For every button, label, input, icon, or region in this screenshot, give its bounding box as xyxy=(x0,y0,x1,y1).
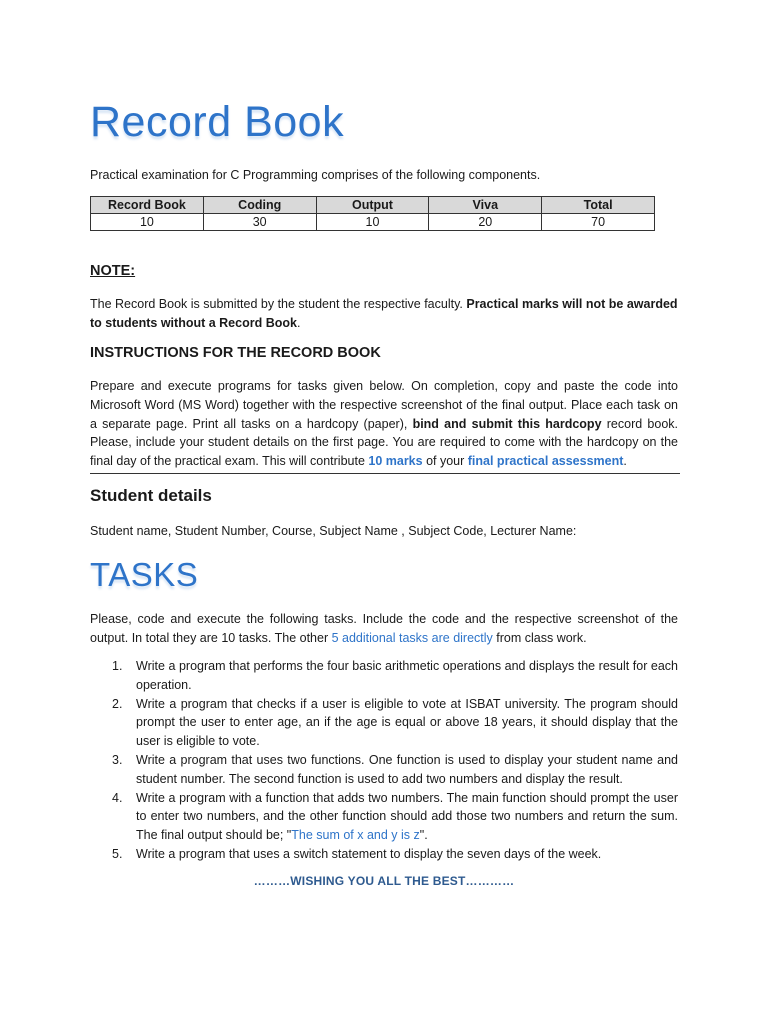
tasks-heading: TASKS xyxy=(90,556,199,593)
table-cell: 20 xyxy=(429,214,542,231)
note-heading: NOTE: xyxy=(90,263,136,279)
task-text: Write a program that uses a switch statement to display the seven days of the week. xyxy=(136,846,602,861)
marks-highlight: 10 marks xyxy=(368,454,423,469)
table-header-row xyxy=(91,197,655,214)
task-number: 5. xyxy=(112,846,123,861)
task-number: 1. xyxy=(112,659,123,673)
instructions-text: . xyxy=(623,454,627,469)
intro-text: Practical examination for C Programming comprises of the following components. xyxy=(90,168,541,182)
tasks-intro-highlight: 5 additional tasks are directly xyxy=(331,630,493,645)
instructions-text: of your xyxy=(422,454,468,469)
section-divider xyxy=(90,473,680,474)
task-list xyxy=(90,657,678,864)
table-header-cell: Output xyxy=(316,197,429,214)
student-details-fields: Student name, Student Number, Course, Subject Name , Subject Code, Lecturer Name: xyxy=(90,524,577,538)
table-header-cell: Viva xyxy=(429,197,542,214)
components-table xyxy=(90,196,655,231)
tasks-intro-text: Please, code and execute the following tasks. Include the code and the respective screenshot of the output. In total they are 10 tasks. The other xyxy=(90,612,678,645)
table-cell: 70 xyxy=(542,214,655,231)
task-number: 4. xyxy=(112,790,123,805)
page-title: Record Book xyxy=(90,98,345,146)
instructions-paragraph xyxy=(90,377,678,471)
task-output-highlight: The sum of x and y is z xyxy=(291,828,420,843)
table-row xyxy=(91,214,655,231)
table-header-cell: Record Book xyxy=(91,197,204,214)
table-cell: 10 xyxy=(316,214,429,231)
list-item xyxy=(90,657,678,695)
list-item xyxy=(90,845,678,864)
list-item xyxy=(90,751,678,789)
student-details-heading: Student details xyxy=(90,486,212,505)
task-text: Write a program that performs the four basic arithmetic operations and displays the result for each operation. xyxy=(136,659,678,692)
tasks-intro-text: from class work. xyxy=(492,630,587,645)
closing-message: ………WISHING YOU ALL THE BEST………… xyxy=(253,874,515,888)
table-header-cell: Coding xyxy=(203,197,316,214)
task-number: 3. xyxy=(112,752,123,767)
assessment-highlight: final practical assessment xyxy=(467,454,624,469)
instructions-emphasis: bind and submit this hardcopy xyxy=(412,416,602,431)
tasks-intro xyxy=(90,610,678,648)
instructions-heading: INSTRUCTIONS FOR THE RECORD BOOK xyxy=(90,345,381,361)
table-header-cell: Total xyxy=(542,197,655,214)
table-cell: 10 xyxy=(91,214,204,231)
task-text: Write a program that uses two functions. One function is used to display your student name and student number. The second function is used to add two numbers and display the result. xyxy=(136,752,678,786)
note-paragraph xyxy=(90,295,678,333)
task-text: Write a program that checks if a user is eligible to vote at ISBAT university. The program should prompt the user to enter age, an if the age is equal or above 18 years, it should display that the user is eligible to vote. xyxy=(136,696,678,749)
list-item xyxy=(90,789,678,845)
task-text: Write a program with a function that adds two numbers. The main function should prompt the user to enter two numbers, and the other function should add those two numbers and return the sum. The final output should be; " xyxy=(136,790,678,843)
list-item xyxy=(90,695,678,751)
task-text: ". xyxy=(419,828,428,843)
note-text: The Record Book is submitted by the student the respective faculty. xyxy=(90,297,467,311)
note-emphasis: Practical marks will not be awarded to students without a Record Book xyxy=(90,297,678,330)
instructions-text: record book. Please, include your student details on the first page. You are required to come with the hardcopy on the final day of the practical exam. This will contribute xyxy=(90,416,678,469)
table-cell: 30 xyxy=(203,214,316,231)
instructions-text: Prepare and execute programs for tasks given below. On completion, copy and paste the code into Microsoft Word (MS Word) together with the respective screenshot of the final output. Place each task on a separate page. Print all tasks on a hardcopy (paper), xyxy=(90,379,678,431)
note-end: . xyxy=(296,315,301,330)
task-number: 2. xyxy=(112,696,123,711)
